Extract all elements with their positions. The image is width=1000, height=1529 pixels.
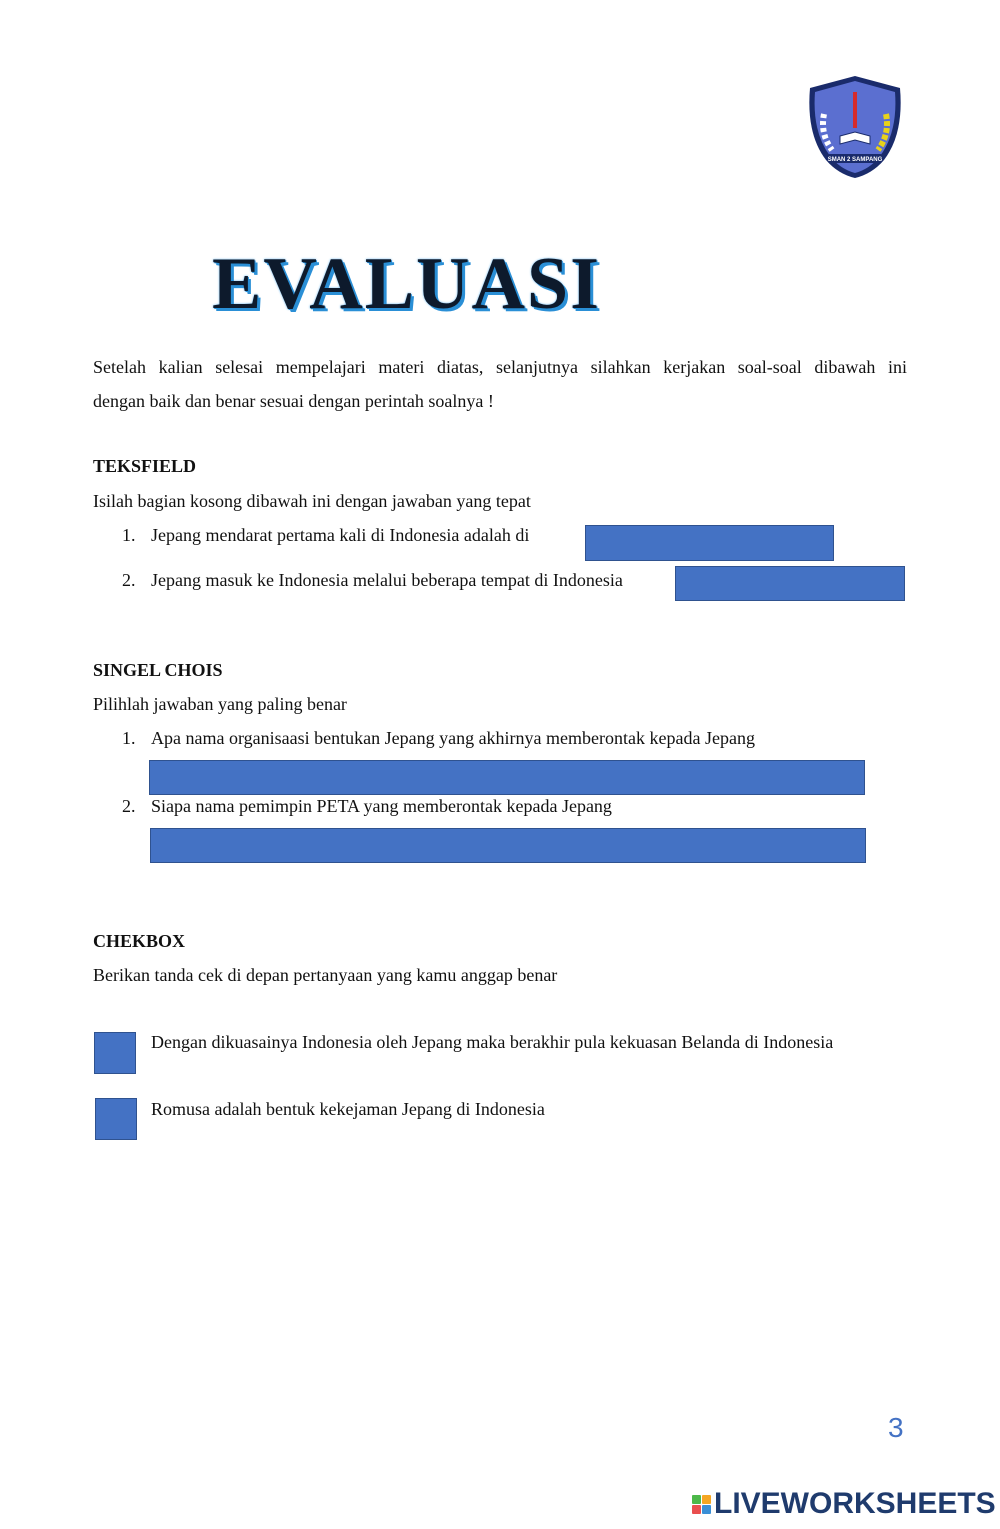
singel-q1-answer-select[interactable] <box>149 760 865 795</box>
intro-line-1: Setelah kalian selesai mempelajari materi diatas, selanjutnya silahkan kerjakan soal-soal dibawah ini <box>93 357 907 377</box>
chekbox-instruction: Berikan tanda cek di depan pertanyaan yang kamu anggap benar <box>93 965 558 985</box>
teksfield-q1-number: 1. <box>122 525 136 545</box>
singel-heading: SINGEL CHOIS <box>93 660 223 680</box>
singel-q2-answer-select[interactable] <box>150 828 866 863</box>
chekbox-item-1-checkbox[interactable] <box>94 1032 136 1074</box>
school-logo <box>806 74 904 180</box>
logo-text: SMAN 2 SAMPANG <box>827 157 883 163</box>
teksfield-q2-number: 2. <box>122 570 136 590</box>
chekbox-item-1-text: Dengan dikuasainya Indonesia oleh Jepang maka berakhir pula kekuasan Belanda di Indonesia <box>151 1032 834 1052</box>
brand-name: LIVEWORKSHEETS <box>714 1487 996 1520</box>
chekbox-item-2-text: Romusa adalah bentuk kekejaman Jepang di Indonesia <box>151 1099 545 1119</box>
singel-q2-text: Siapa nama pemimpin PETA yang memberontak kepada Jepang <box>151 796 612 816</box>
liveworksheets-logo <box>692 1487 996 1521</box>
singel-q2-number: 2. <box>122 796 136 816</box>
singel-instruction: Pilihlah jawaban yang paling benar <box>93 694 347 714</box>
chekbox-heading: CHEKBOX <box>93 931 186 951</box>
teksfield-heading: TEKSFIELD <box>93 456 197 476</box>
teksfield-q1-answer-input[interactable] <box>585 525 834 561</box>
teksfield-q2-answer-input[interactable] <box>675 566 905 601</box>
teksfield-instruction: Isilah bagian kosong dibawah ini dengan jawaban yang tepat <box>93 491 531 511</box>
teksfield-q2-text: Jepang masuk ke Indonesia melalui beberapa tempat di Indonesia <box>151 570 623 590</box>
intro-paragraph <box>93 350 907 418</box>
page-number: 3 <box>888 1412 904 1443</box>
chekbox-item-2-checkbox[interactable] <box>95 1098 137 1140</box>
brand-mark-icon <box>692 1495 711 1514</box>
teksfield-q1-text: Jepang mendarat pertama kali di Indonesia adalah di <box>151 525 530 545</box>
singel-q1-number: 1. <box>122 728 136 748</box>
page-title: EVALUASI <box>212 243 601 325</box>
intro-line-2: dengan baik dan benar sesuai dengan perintah soalnya ! <box>93 391 494 411</box>
singel-q1-text: Apa nama organisaasi bentukan Jepang yang akhirnya memberontak kepada Jepang <box>151 728 755 748</box>
